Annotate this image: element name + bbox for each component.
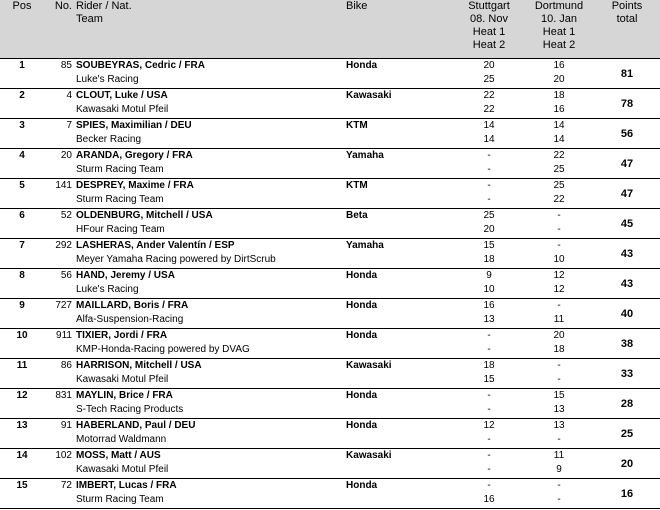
row-stuttgart-heat2: 25: [483, 74, 495, 85]
row-dortmund: [524, 119, 594, 149]
row-stuttgart-heat1: -: [487, 150, 491, 161]
table-row: [0, 89, 660, 119]
row-team: Meyer Yamaha Racing powered by DirtScrub: [76, 254, 276, 265]
row-points: 81: [594, 59, 660, 89]
row-stuttgart-heat2: 13: [483, 314, 495, 325]
row-pos: 14: [0, 449, 44, 479]
row-team: Kawasaki Motul Pfeil: [76, 104, 169, 115]
row-pos: 10: [0, 329, 44, 359]
row-bike: Kawasaki: [344, 359, 454, 389]
row-stuttgart: [454, 89, 524, 119]
row-points: 47: [594, 149, 660, 179]
row-bike: Honda: [344, 329, 454, 359]
row-dortmund-heat2: -: [557, 434, 561, 445]
row-stuttgart-heat1: 14: [483, 120, 495, 131]
row-bike: Honda: [344, 419, 454, 449]
row-stuttgart-heat1: 22: [483, 90, 495, 101]
row-points: 45: [594, 209, 660, 239]
row-bike: Honda: [344, 389, 454, 419]
row-stuttgart: [454, 479, 524, 509]
row-stuttgart: [454, 239, 524, 269]
header-points-label: Points: [611, 0, 643, 12]
row-rider-team: [74, 389, 344, 419]
header-dortmund: [524, 0, 594, 59]
row-team: Motorrad Waldmann: [76, 434, 167, 445]
row-dortmund-heat1: -: [557, 360, 561, 371]
header-stuttgart-heat1: Heat 1: [472, 26, 506, 38]
row-team: HFour Racing Team: [76, 224, 165, 235]
row-team: Sturm Racing Team: [76, 494, 164, 505]
row-rider: SOUBEYRAS, Cedric / FRA: [76, 60, 205, 71]
row-rider-team: [74, 329, 344, 359]
row-rider-team: [74, 119, 344, 149]
row-pos: 15: [0, 479, 44, 509]
row-no: 91: [44, 419, 74, 449]
row-stuttgart-heat1: 18: [483, 360, 495, 371]
row-stuttgart-heat1: -: [487, 450, 491, 461]
row-stuttgart: [454, 299, 524, 329]
row-stuttgart-heat1: 12: [483, 420, 495, 431]
row-no: 4: [44, 89, 74, 119]
header-points: [594, 0, 660, 59]
row-rider: IMBERT, Lucas / FRA: [76, 480, 177, 491]
row-team: S-Tech Racing Products: [76, 404, 184, 415]
row-points: 33: [594, 359, 660, 389]
header-no: No.: [44, 0, 74, 59]
header-dortmund-venue: Dortmund: [534, 0, 584, 12]
row-dortmund: [524, 209, 594, 239]
row-dortmund: [524, 359, 594, 389]
row-dortmund-heat2: 16: [553, 104, 565, 115]
row-rider: MAILLARD, Boris / FRA: [76, 300, 189, 311]
table-row: [0, 479, 660, 509]
table-row: [0, 209, 660, 239]
row-dortmund-heat1: 25: [553, 180, 565, 191]
row-dortmund-heat1: -: [557, 300, 561, 311]
row-stuttgart-heat2: -: [487, 464, 491, 475]
row-dortmund-heat2: -: [557, 494, 561, 505]
row-rider-team: [74, 59, 344, 89]
row-dortmund-heat1: 15: [553, 390, 565, 401]
row-stuttgart-heat1: 25: [483, 210, 495, 221]
row-stuttgart-heat2: 22: [483, 104, 495, 115]
header-rider-nat: Rider / Nat.: [76, 0, 132, 12]
row-team: Luke's Racing: [76, 284, 139, 295]
row-stuttgart-heat1: -: [487, 390, 491, 401]
header-stuttgart-venue: Stuttgart: [468, 0, 510, 12]
row-points: 43: [594, 269, 660, 299]
row-stuttgart: [454, 59, 524, 89]
row-dortmund: [524, 59, 594, 89]
row-team: Kawasaki Motul Pfeil: [76, 374, 169, 385]
row-rider: LASHERAS, Ander Valentín / ESP: [76, 240, 235, 251]
row-stuttgart-heat1: 15: [483, 240, 495, 251]
row-stuttgart-heat2: 18: [483, 254, 495, 265]
row-dortmund-heat2: 11: [553, 314, 565, 325]
row-dortmund-heat2: 12: [553, 284, 565, 295]
row-stuttgart: [454, 179, 524, 209]
row-rider: HARRISON, Mitchell / USA: [76, 360, 202, 371]
table-row: [0, 179, 660, 209]
row-stuttgart-heat2: 15: [483, 374, 495, 385]
row-stuttgart-heat1: 9: [486, 270, 492, 281]
row-stuttgart-heat2: -: [487, 404, 491, 415]
row-pos: 6: [0, 209, 44, 239]
row-no: 86: [44, 359, 74, 389]
row-stuttgart: [454, 419, 524, 449]
row-rider: ARANDA, Gregory / FRA: [76, 150, 193, 161]
row-stuttgart-heat2: 16: [483, 494, 495, 505]
row-rider-team: [74, 449, 344, 479]
row-stuttgart-heat1: -: [487, 330, 491, 341]
row-pos: 3: [0, 119, 44, 149]
row-team: Luke's Racing: [76, 74, 139, 85]
row-stuttgart: [454, 149, 524, 179]
table-row: [0, 329, 660, 359]
table-row: [0, 59, 660, 89]
header-dortmund-heat2: Heat 2: [542, 39, 576, 51]
row-no: 292: [44, 239, 74, 269]
row-points: 20: [594, 449, 660, 479]
row-dortmund-heat2: -: [557, 224, 561, 235]
row-stuttgart-heat1: 20: [483, 60, 495, 71]
row-dortmund: [524, 239, 594, 269]
header-stuttgart-heat2: Heat 2: [472, 39, 506, 51]
row-dortmund-heat2: -: [557, 374, 561, 385]
row-pos: 1: [0, 59, 44, 89]
row-bike: Kawasaki: [344, 449, 454, 479]
row-dortmund-heat1: 12: [553, 270, 565, 281]
row-no: 831: [44, 389, 74, 419]
row-pos: 8: [0, 269, 44, 299]
header-bike: Bike: [344, 0, 454, 59]
row-pos: 9: [0, 299, 44, 329]
header-dortmund-heat1: Heat 1: [542, 26, 576, 38]
row-stuttgart-heat1: 16: [483, 300, 495, 311]
header-stuttgart: [454, 0, 524, 59]
row-bike: Kawasaki: [344, 89, 454, 119]
row-rider-team: [74, 209, 344, 239]
row-dortmund-heat1: 20: [553, 330, 565, 341]
row-no: 20: [44, 149, 74, 179]
row-points: 40: [594, 299, 660, 329]
row-dortmund-heat1: 13: [553, 420, 565, 431]
table-row: [0, 359, 660, 389]
row-rider: OLDENBURG, Mitchell / USA: [76, 210, 213, 221]
row-bike: KTM: [344, 179, 454, 209]
row-dortmund: [524, 269, 594, 299]
row-bike: Honda: [344, 479, 454, 509]
row-rider: MOSS, Matt / AUS: [76, 450, 161, 461]
row-bike: Honda: [344, 269, 454, 299]
row-dortmund-heat1: -: [557, 210, 561, 221]
table-row: [0, 269, 660, 299]
header-row: [0, 0, 660, 59]
row-dortmund: [524, 329, 594, 359]
row-stuttgart: [454, 329, 524, 359]
row-stuttgart: [454, 359, 524, 389]
header-dortmund-date: 10. Jan: [540, 13, 578, 25]
row-stuttgart-heat1: -: [487, 180, 491, 191]
row-stuttgart: [454, 389, 524, 419]
row-stuttgart-heat2: 14: [483, 134, 495, 145]
row-dortmund: [524, 449, 594, 479]
row-rider-team: [74, 269, 344, 299]
row-dortmund: [524, 389, 594, 419]
row-rider: MAYLIN, Brice / FRA: [76, 390, 173, 401]
row-no: 7: [44, 119, 74, 149]
row-points: 56: [594, 119, 660, 149]
row-team: Alfa-Suspension-Racing: [76, 314, 184, 325]
row-no: 727: [44, 299, 74, 329]
row-dortmund-heat1: -: [557, 480, 561, 491]
row-dortmund-heat2: 9: [556, 464, 562, 475]
header-stuttgart-date: 08. Nov: [470, 13, 508, 25]
row-dortmund-heat2: 14: [553, 134, 565, 145]
row-rider: SPIES, Maximilian / DEU: [76, 120, 192, 131]
row-stuttgart-heat2: 20: [483, 224, 495, 235]
table-row: [0, 119, 660, 149]
row-points: 47: [594, 179, 660, 209]
row-dortmund-heat2: 10: [553, 254, 565, 265]
header-rider-team: [74, 0, 344, 59]
header-team: Team: [76, 13, 103, 25]
row-rider-team: [74, 299, 344, 329]
row-dortmund-heat2: 20: [553, 74, 565, 85]
row-pos: 12: [0, 389, 44, 419]
row-team: Sturm Racing Team: [76, 194, 164, 205]
row-bike: Yamaha: [344, 149, 454, 179]
row-no: 72: [44, 479, 74, 509]
row-points: 78: [594, 89, 660, 119]
row-pos: 13: [0, 419, 44, 449]
row-dortmund-heat2: 25: [553, 164, 565, 175]
row-pos: 5: [0, 179, 44, 209]
row-points: 43: [594, 239, 660, 269]
row-stuttgart-heat2: -: [487, 344, 491, 355]
row-stuttgart: [454, 209, 524, 239]
row-rider-team: [74, 179, 344, 209]
table-row: [0, 239, 660, 269]
row-stuttgart-heat2: 10: [483, 284, 495, 295]
row-team: Sturm Racing Team: [76, 164, 164, 175]
row-stuttgart-heat1: -: [487, 480, 491, 491]
row-rider: DESPREY, Maxime / FRA: [76, 180, 194, 191]
row-stuttgart-heat2: -: [487, 164, 491, 175]
row-stuttgart: [454, 269, 524, 299]
row-stuttgart: [454, 119, 524, 149]
row-dortmund-heat1: 11: [553, 450, 565, 461]
row-no: 911: [44, 329, 74, 359]
row-rider-team: [74, 479, 344, 509]
row-dortmund: [524, 299, 594, 329]
row-points: 28: [594, 389, 660, 419]
row-dortmund: [524, 89, 594, 119]
row-dortmund-heat2: 18: [553, 344, 565, 355]
row-bike: Yamaha: [344, 239, 454, 269]
row-rider: HABERLAND, Paul / DEU: [76, 420, 196, 431]
row-no: 102: [44, 449, 74, 479]
row-stuttgart-heat2: -: [487, 434, 491, 445]
row-bike: Honda: [344, 59, 454, 89]
row-dortmund: [524, 179, 594, 209]
row-points: 16: [594, 479, 660, 509]
row-rider-team: [74, 89, 344, 119]
row-pos: 4: [0, 149, 44, 179]
row-dortmund: [524, 149, 594, 179]
row-no: 85: [44, 59, 74, 89]
row-pos: 2: [0, 89, 44, 119]
row-team: KMP-Honda-Racing powered by DVAG: [76, 344, 250, 355]
row-bike: Beta: [344, 209, 454, 239]
row-dortmund: [524, 479, 594, 509]
table-row: [0, 449, 660, 479]
row-dortmund-heat1: -: [557, 240, 561, 251]
row-rider-team: [74, 239, 344, 269]
row-points: 38: [594, 329, 660, 359]
row-stuttgart-heat2: -: [487, 194, 491, 205]
header-points-total: total: [616, 13, 638, 25]
row-dortmund-heat1: 18: [553, 90, 565, 101]
row-pos: 7: [0, 239, 44, 269]
row-bike: Honda: [344, 299, 454, 329]
row-bike: KTM: [344, 119, 454, 149]
row-pos: 11: [0, 359, 44, 389]
row-team: Becker Racing: [76, 134, 142, 145]
row-dortmund-heat1: 14: [553, 120, 565, 131]
row-dortmund-heat2: 13: [553, 404, 565, 415]
row-no: 141: [44, 179, 74, 209]
row-team: Kawasaki Motul Pfeil: [76, 464, 169, 475]
table-row: [0, 389, 660, 419]
row-dortmund-heat1: 16: [553, 60, 565, 71]
row-no: 56: [44, 269, 74, 299]
row-dortmund-heat1: 22: [553, 150, 565, 161]
row-rider-team: [74, 419, 344, 449]
table-row: [0, 299, 660, 329]
table-row: [0, 149, 660, 179]
row-rider: HAND, Jeremy / USA: [76, 270, 175, 281]
row-points: 25: [594, 419, 660, 449]
row-rider: TIXIER, Jordi / FRA: [76, 330, 168, 341]
row-no: 52: [44, 209, 74, 239]
row-rider-team: [74, 359, 344, 389]
header-pos: Pos: [0, 0, 44, 59]
row-rider-team: [74, 149, 344, 179]
row-rider: CLOUT, Luke / USA: [76, 90, 168, 101]
row-stuttgart: [454, 449, 524, 479]
table-row: [0, 419, 660, 449]
row-dortmund: [524, 419, 594, 449]
row-dortmund-heat2: 22: [553, 194, 565, 205]
